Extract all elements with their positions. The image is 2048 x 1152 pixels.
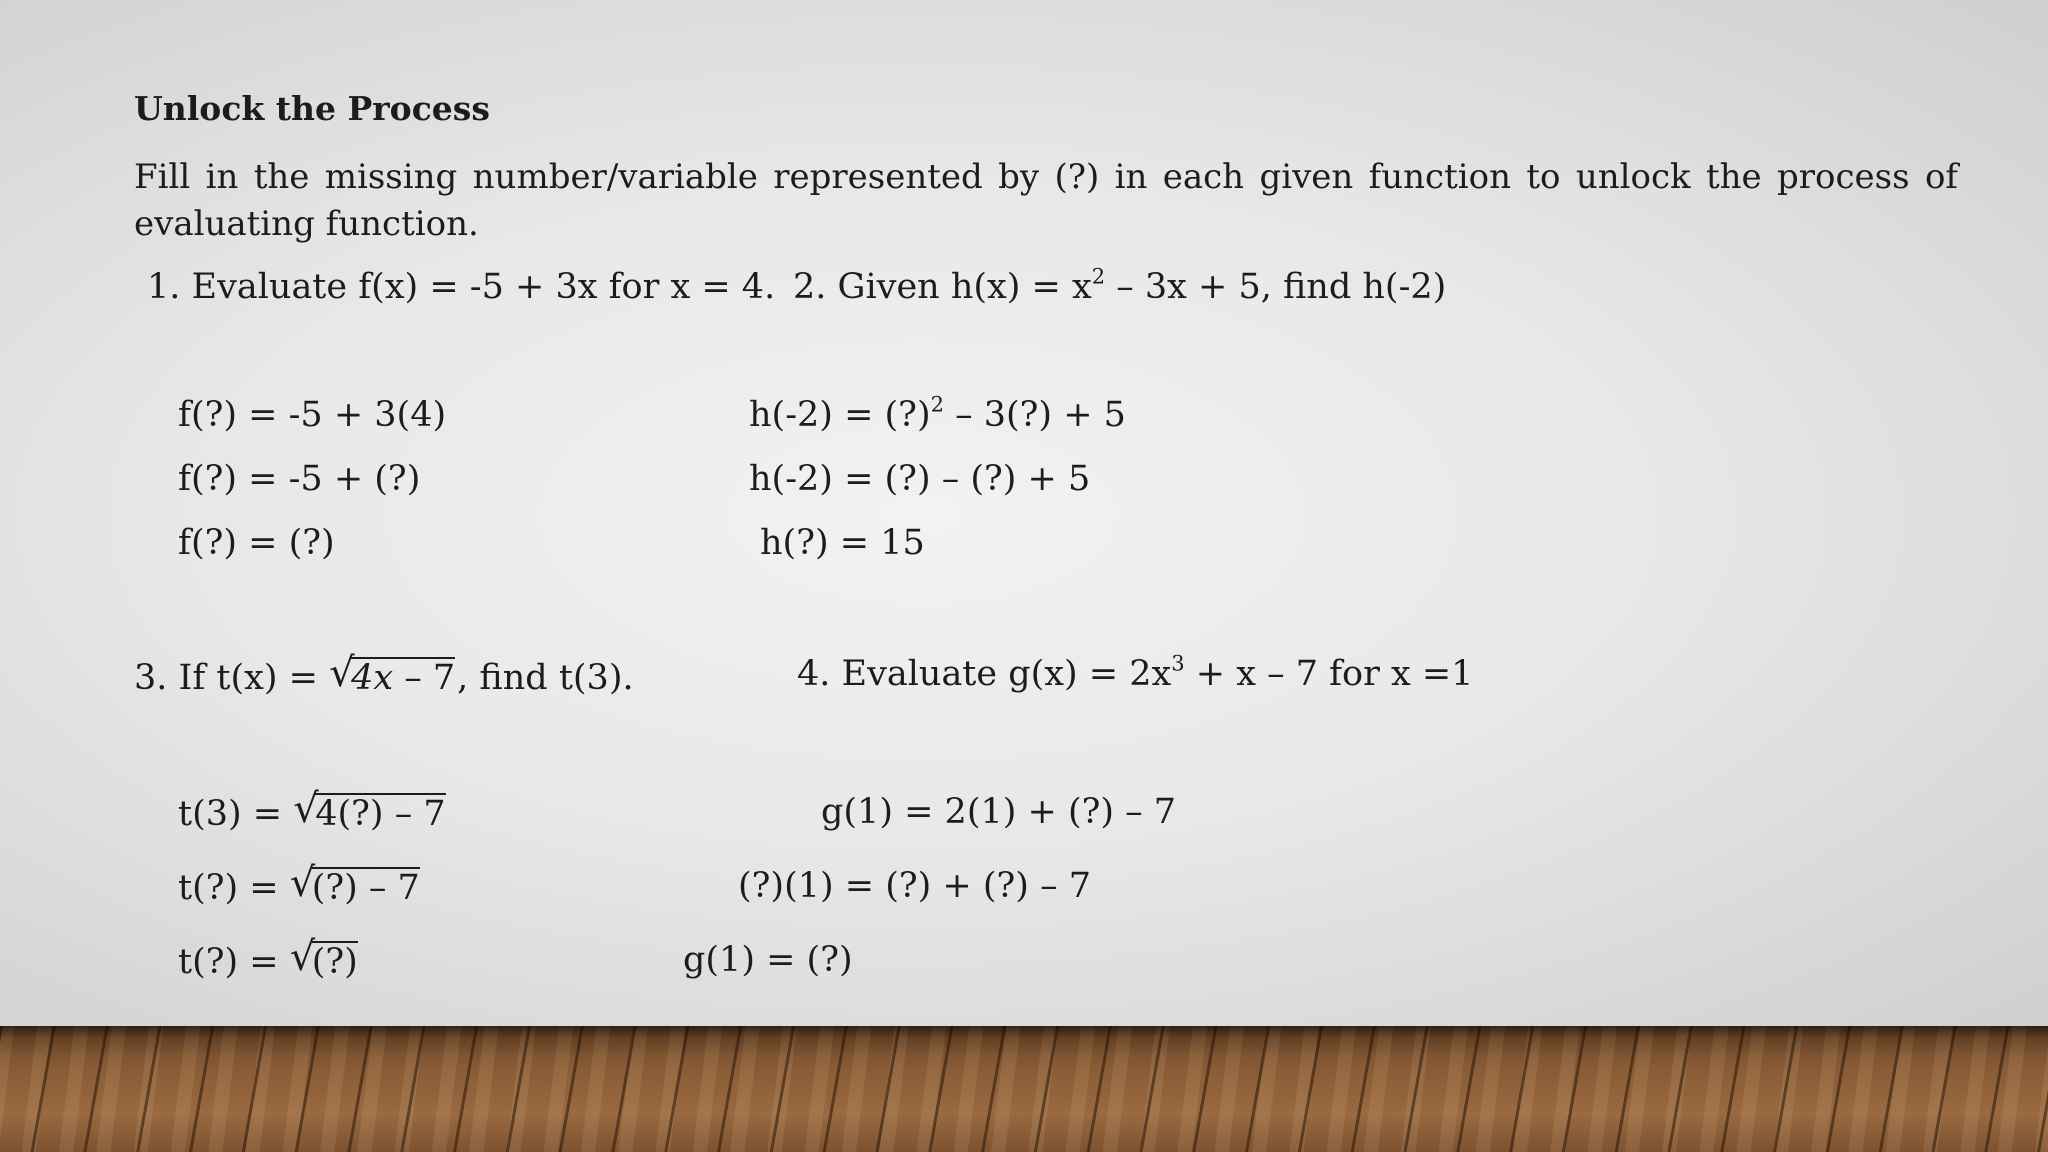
q3-step-3 bbox=[178, 934, 360, 982]
q1-step-2: f(?) = -5 + (?) bbox=[178, 459, 421, 499]
q2-step-1-text-b: – 3(?) + 5 bbox=[943, 395, 1126, 435]
q2-prompt-text-b: – 3x + 5, find h(-2) bbox=[1105, 267, 1447, 307]
q4-prompt bbox=[797, 651, 1474, 694]
q3-prompt-radical bbox=[329, 650, 457, 698]
q2-prompt bbox=[793, 264, 1447, 307]
q3-radicand-variable: 4x bbox=[351, 658, 394, 698]
q3-step-1-radicand: 4(?) – 7 bbox=[315, 794, 446, 834]
q3-step-1 bbox=[178, 786, 448, 834]
q2-prompt-text-a: 2. Given h(x) = x bbox=[793, 267, 1092, 307]
slide-title: Unlock the Process bbox=[134, 89, 490, 128]
radical-sign-icon: √ bbox=[289, 860, 316, 906]
q4-prompt-text-b: + x – 7 for x =1 bbox=[1184, 654, 1474, 694]
q3-prompt-text-a: 3. If t(x) = bbox=[134, 658, 330, 698]
q2-step-1-exponent: 2 bbox=[930, 392, 944, 417]
q3-step-1-radical bbox=[293, 786, 447, 834]
q1-step-3: f(?) = (?) bbox=[178, 523, 335, 563]
q4-prompt-text-a: 4. Evaluate g(x) = 2x bbox=[797, 654, 1172, 694]
q4-prompt-exponent: 3 bbox=[1171, 651, 1185, 676]
q3-step-2 bbox=[178, 860, 422, 908]
q3-step-2-radicand: (?) – 7 bbox=[311, 868, 420, 908]
q3-step-3-lhs: t(?) = bbox=[178, 942, 290, 982]
q4-step-3: g(1) = (?) bbox=[683, 940, 853, 980]
radical-sign-icon: √ bbox=[329, 650, 355, 696]
q1-step-1: f(?) = -5 + 3(4) bbox=[178, 395, 447, 435]
q4-step-1: g(1) = 2(1) + (?) – 7 bbox=[821, 792, 1177, 832]
q2-step-3: h(?) = 15 bbox=[760, 523, 925, 563]
q3-step-2-lhs: t(?) = bbox=[178, 868, 290, 908]
q3-prompt bbox=[134, 650, 634, 698]
q3-step-3-radicand: (?) bbox=[311, 942, 358, 982]
q2-step-1-text-a: h(-2) = (?) bbox=[749, 395, 931, 435]
q3-step-3-radical bbox=[289, 934, 360, 982]
q3-radicand-rest: – 7 bbox=[393, 658, 456, 698]
instructions: Fill in the missing number/variable represented by (?) in each given function to unlock the process of evaluating function. bbox=[134, 157, 1958, 244]
wooden-floor bbox=[0, 1026, 2048, 1152]
q4-step-2: (?)(1) = (?) + (?) – 7 bbox=[738, 866, 1091, 906]
q2-step-1 bbox=[749, 392, 1126, 435]
q3-step-2-radical bbox=[289, 860, 422, 908]
q2-prompt-exponent: 2 bbox=[1091, 264, 1106, 289]
q1-prompt: 1. Evaluate f(x) = -5 + 3x for x = 4. bbox=[147, 267, 776, 307]
q3-step-1-lhs: t(3) = bbox=[178, 794, 294, 834]
radical-sign-icon: √ bbox=[289, 934, 316, 980]
q3-prompt-text-b: , find t(3). bbox=[457, 658, 634, 698]
radical-sign-icon: √ bbox=[293, 786, 319, 832]
q2-step-2: h(-2) = (?) – (?) + 5 bbox=[749, 459, 1091, 499]
